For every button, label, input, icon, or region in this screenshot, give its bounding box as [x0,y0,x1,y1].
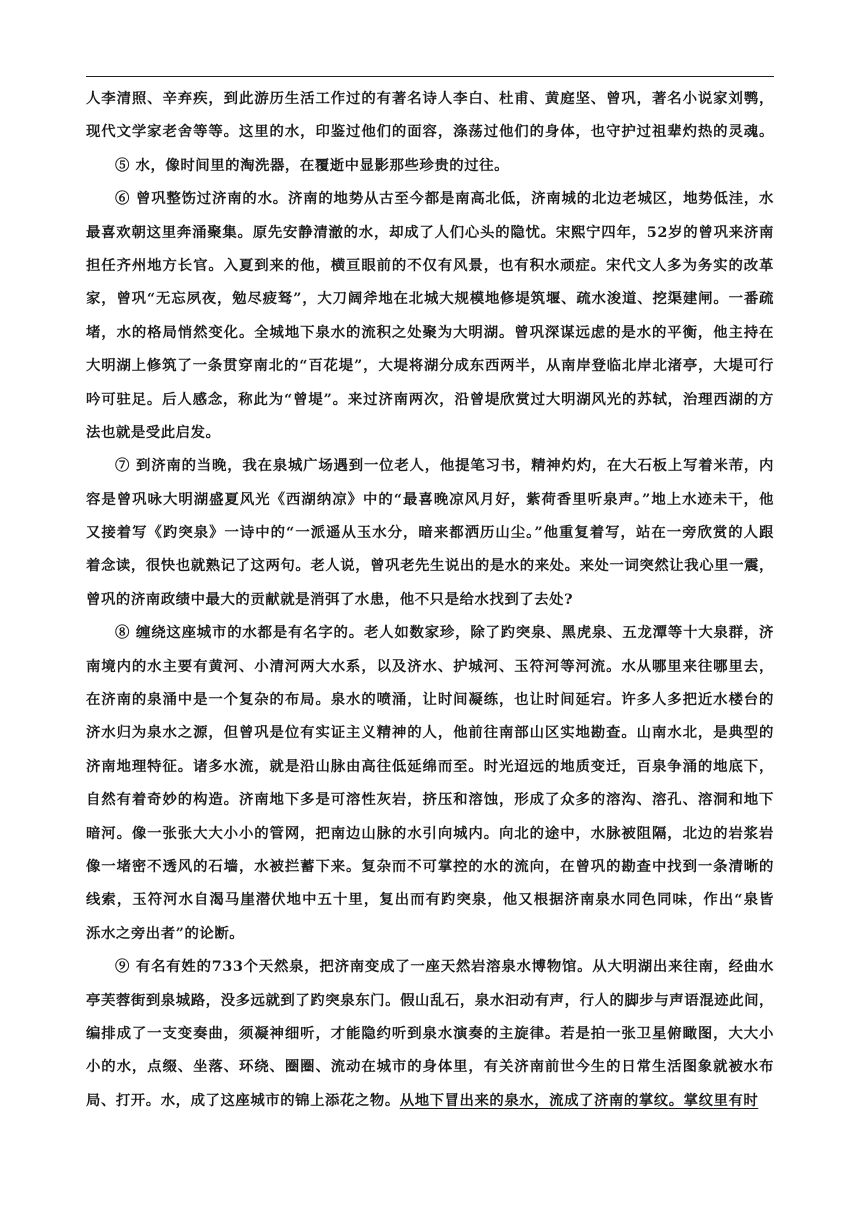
paragraph-8-start: ⑧ 缠绕这座城市的水都是有名字的。老人如数家珍，除了趵突泉、黑虎泉、五龙潭等十大泉群，济 [115,624,774,642]
text-line: 堵，水的格局悄然变化。全城地下泉水的流积之处聚为大明湖。曾巩深谋远虑的是水的平衡，他主持在 [86,323,774,341]
text-line: 南境内的水主要有黄河、小清河两大水系，以及济水、护城河、玉符河等河流。水从哪里来往哪里去， [86,657,774,675]
text-line: 曾巩的济南政绩中最大的贡献就是消弭了水患，他不只是给水找到了去处? [86,590,574,608]
text-line: 最喜欢朝这里奔涌聚集。原先安静清澈的水，却成了人们心头的隐忧。宋熙宁四年，52岁的曾巩来济南 [86,223,774,241]
text-line: 着念读，很快也就熟记了这两句。老人说，曾巩老先生说出的是水的来处。来处一词突然让我心里一震， [86,557,774,575]
text-line: 小的水，点缀、坐落、环绕、圈圈、流动在城市的身体里，有关济南前世今生的日常生活图象就被水布 [86,1058,774,1076]
text-line: 济水归为泉水之源，但曾巩是位有实证主义精神的人，他前往南部山区实地勘查。山南水北，是典型的 [86,724,774,742]
paragraph-9-start: ⑨ 有名有姓的733个天然泉，把济南变成了一座天然岩溶泉水博物馆。从大明湖出来往南，经曲水 [115,958,774,976]
text-line: 担任齐州地方长官。入夏到来的他，横亘眼前的不仅有风景，也有积水顽症。宋代文人多为务实的改革 [86,256,774,274]
paragraph-5: ⑤ 水，像时间里的淘洗器，在覆逝中显影那些珍贵的过往。 [115,156,510,174]
text-line: 像一堵密不透风的石墙，水被拦蓄下来。复杂而不可掌控的水的流向，在曾巩的勘查中找到一条清晰的 [86,857,774,875]
paragraph-6-start: ⑥ 曾巩整饬过济南的水。济南的地势从古至今都是南高北低，济南城的北边老城区，地势低洼，水 [115,190,774,208]
text-line: 济南地理特征。诸多水流，就是沿山脉由高往低延绵而至。时光迢远的地质变迁，百泉争涌的地底下， [86,757,774,775]
text-line: 容是曾巩咏大明湖盛夏风光《西湖纳凉》中的“最喜晚凉风月好，紫荷香里听泉声。”地上水迹未干，他 [86,490,774,508]
text-line: 法也就是受此启发。 [86,423,221,441]
text-line: 暗河。像一张张大大小小的管网，把南边山脉的水引向城内。向北的途中，水脉被阻隔，北边的岩浆岩 [86,824,774,842]
text-line: 家，曾巩“无忘夙夜，勉尽疲驽”，大刀阔斧地在北城大规模地修堤筑堰、疏水浚道、挖渠建闸。一番疏 [86,290,774,308]
text-line: 现代文学家老舍等等。这里的水，印鉴过他们的面容，涤荡过他们的身体，也守护过祖辈灼热的灵魂。 [86,123,774,141]
text-line: 人李清照、辛弃疾，到此游历生活工作过的有著名诗人李白、杜甫、黄庭坚、曾巩，著名小说家刘鹗， [86,90,774,107]
underlined-sentence: 从地下冒出来的泉水，流成了济南的掌纹。掌纹里有时 [399,1091,759,1109]
text-line: 自然有着奇妙的构造。济南地下多是可溶性灰岩，挤压和溶蚀，形成了众多的溶沟、溶孔、溶洞和地下 [86,791,774,809]
paragraph-7-start: ⑦ 到济南的当晚，我在泉城广场遇到一位老人，他提笔习书，精神灼灼，在大石板上写着米芾，内 [115,457,774,475]
text-line: 泺水之旁出者”的论断。 [86,924,245,942]
text-line: 又接着写《趵突泉》一诗中的“一派遥从玉水分，暗来都洒历山尘。”他重复着写，站在一旁欣赏的人跟 [86,524,774,542]
text-line: 大明湖上修筑了一条贯穿南北的“百花堤”，大堤将湖分成东西两半，从南岸登临北岸北渚亭，大堤可行 [86,357,774,375]
header-rule [86,76,774,77]
article-body [86,82,774,1117]
text-line: 吟可驻足。后人感念，称此为“曾堤”。来过济南两次，沿曾堤欣赏过大明湖风光的苏轼，治理西湖的方 [86,390,774,408]
text-line: 编排成了一支变奏曲，须凝神细听，才能隐约听到泉水演奏的主旋律。若是拍一张卫星俯瞰图，大大小 [86,1024,774,1042]
text-line: 在济南的泉涌中是一个复杂的布局。泉水的喷涌，让时间凝练，也让时间延宕。许多人多把近水楼台的 [86,691,774,709]
text-segment: 局、打开。水，成了这座城市的锦上添花之物。 [86,1091,400,1109]
text-line-last [86,1084,774,1117]
text-line: 亭芙蓉街到泉城路，没多远就到了趵突泉东门。假山乱石，泉水汩动有声，行人的脚步与声语混迹此间， [86,991,774,1009]
text-line: 线索，玉符河水自渴马崖潜伏地中五十里，复出而有趵突泉，他又根据济南泉水同色同味，作出“泉皆 [86,891,774,909]
